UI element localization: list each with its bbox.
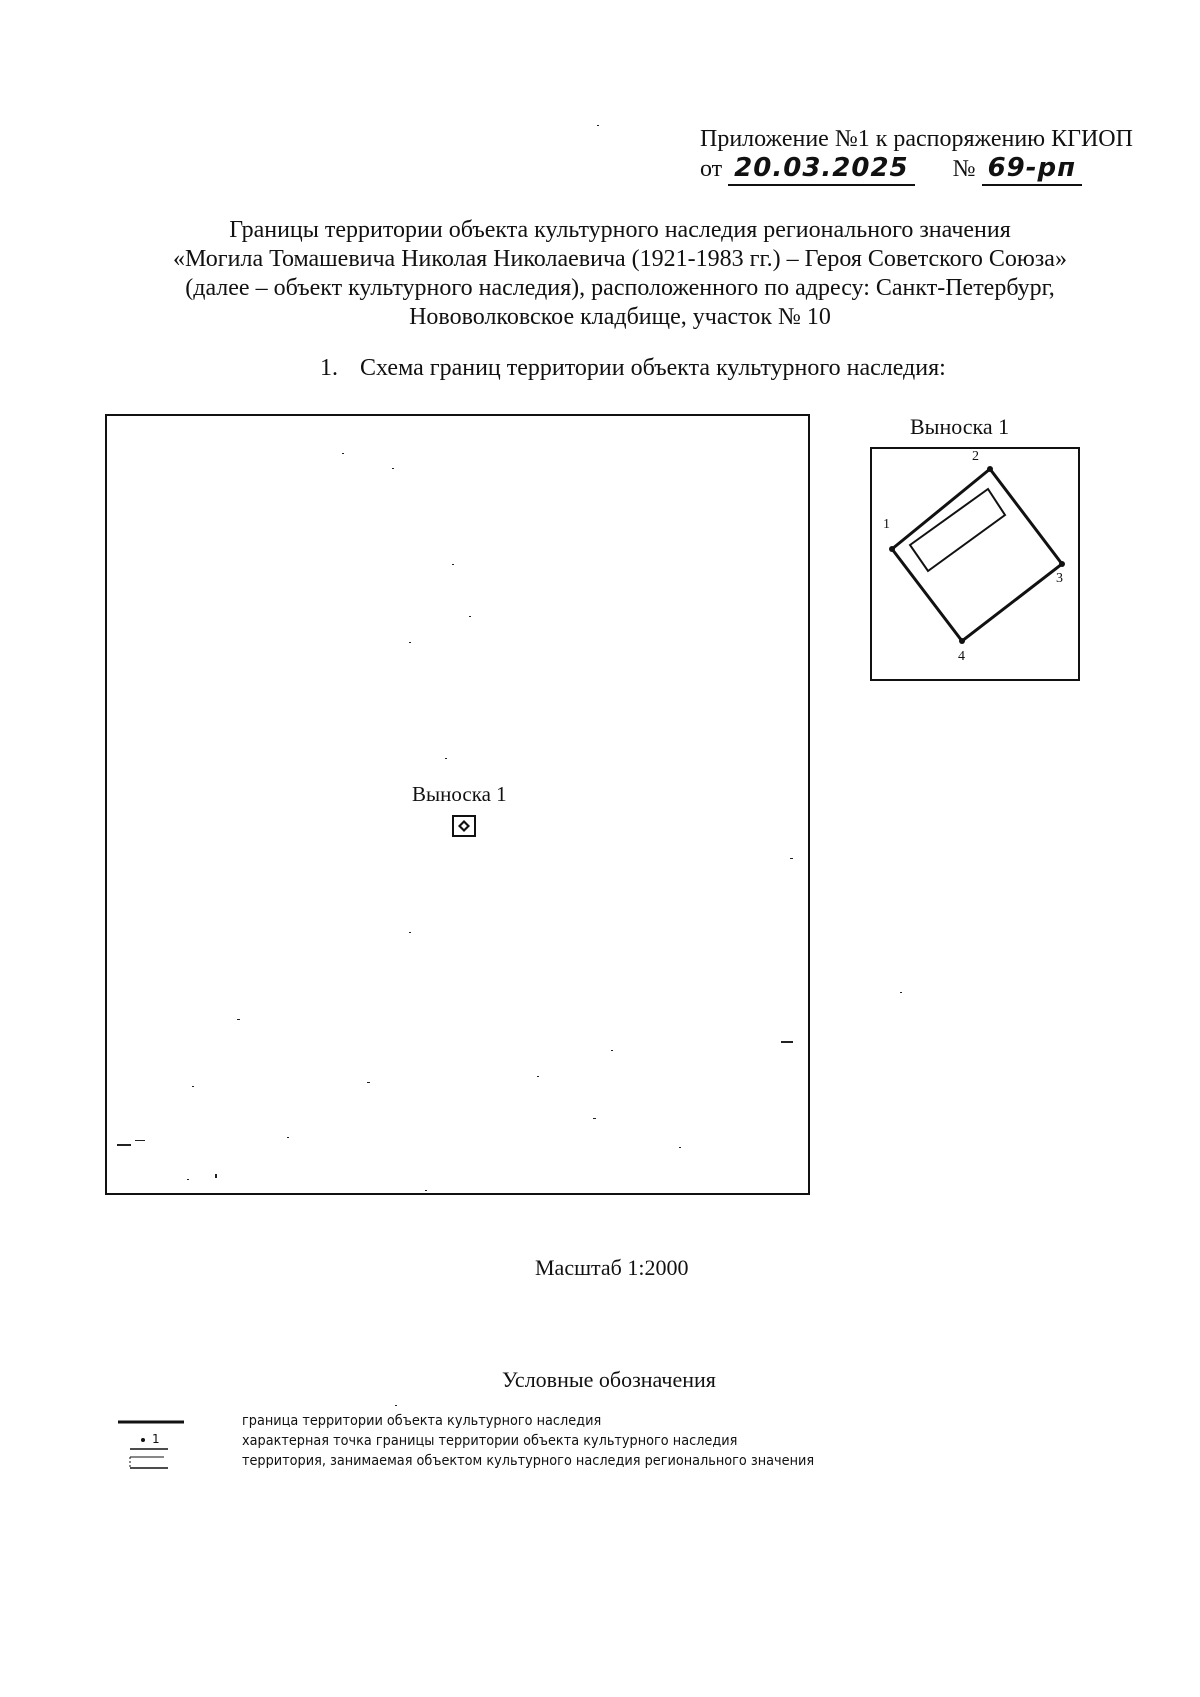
order-number	[982, 153, 1083, 186]
order-date	[728, 153, 914, 186]
order-date-number-line	[700, 153, 1082, 187]
scan-speck	[597, 125, 599, 126]
number-prefix: №	[952, 156, 976, 182]
grave-location-icon	[454, 817, 474, 835]
scan-speck	[425, 1190, 427, 1191]
scan-speck	[135, 1140, 145, 1141]
map-scale: Масштаб 1:2000	[535, 1255, 689, 1280]
section-text: Схема границ территории объекта культурного наследия:	[360, 355, 946, 381]
title-line-4: Нововолковское кладбище, участок № 10	[409, 304, 831, 330]
legend-point-number: 1	[152, 1432, 160, 1446]
point-label-4: 4	[958, 649, 965, 664]
date-prefix: от	[700, 156, 723, 182]
map-callout-label: Выноска 1	[412, 782, 507, 806]
scan-speck	[342, 453, 344, 454]
scan-speck	[192, 1086, 194, 1087]
boundary-point-symbol	[116, 1433, 186, 1451]
scan-speck	[237, 1019, 240, 1020]
section-heading	[320, 355, 946, 382]
scan-speck	[537, 1076, 539, 1077]
appendix-reference: Приложение №1 к распоряжению КГИОП	[700, 126, 1133, 152]
scan-speck	[117, 1144, 131, 1146]
scan-speck	[900, 992, 902, 993]
scan-speck	[215, 1174, 217, 1178]
callout-boundary-drawing	[872, 449, 1078, 679]
legend-item	[116, 1413, 1016, 1431]
title-line-3: (далее – объект культурного наследия), расположенного по адресу: Санкт-Петербург,	[185, 275, 1055, 301]
legend-text: граница территории объекта культурного наследия	[242, 1413, 602, 1429]
scan-speck	[445, 758, 447, 759]
scan-speck	[679, 1147, 681, 1148]
legend-text: характерная точка границы территории объекта культурного наследия	[242, 1433, 738, 1449]
scan-speck	[392, 468, 394, 469]
order-number-value: 69-рп	[987, 153, 1077, 183]
legend-item	[116, 1453, 1016, 1471]
scan-speck	[593, 1118, 596, 1119]
scan-speck	[409, 932, 411, 933]
scan-speck	[790, 858, 793, 859]
scan-speck	[452, 564, 454, 565]
point-label-3: 3	[1056, 571, 1063, 586]
section-number: 1.	[320, 355, 338, 381]
callout-inset	[870, 447, 1080, 681]
document-title	[100, 216, 1140, 332]
scan-speck	[395, 1405, 397, 1406]
point-label-2: 2	[972, 449, 979, 464]
legend-text: территория, занимаемая объектом культурного наследия регионального значения	[242, 1453, 815, 1469]
map-callout-marker	[452, 815, 476, 837]
point-label-1: 1	[883, 517, 890, 532]
title-line-2: «Могила Томашевича Николая Николаевича (1921-1983 гг.) – Героя Советского Союза»	[173, 246, 1067, 272]
legend-title: Условные обозначения	[502, 1367, 716, 1392]
scan-speck	[611, 1050, 613, 1051]
boundary-line-symbol	[116, 1413, 186, 1431]
order-date-value: 20.03.2025	[734, 153, 909, 183]
scan-speck	[287, 1137, 289, 1138]
title-line-1: Границы территории объекта культурного наследия регионального значения	[229, 217, 1011, 243]
scan-speck	[367, 1082, 370, 1083]
callout-title: Выноска 1	[910, 414, 1010, 439]
legend-item	[116, 1433, 1016, 1451]
scan-speck	[781, 1041, 793, 1043]
scan-speck	[187, 1179, 189, 1180]
scan-speck	[469, 616, 471, 617]
scan-speck	[409, 642, 411, 643]
occupied-territory-symbol	[116, 1453, 186, 1471]
